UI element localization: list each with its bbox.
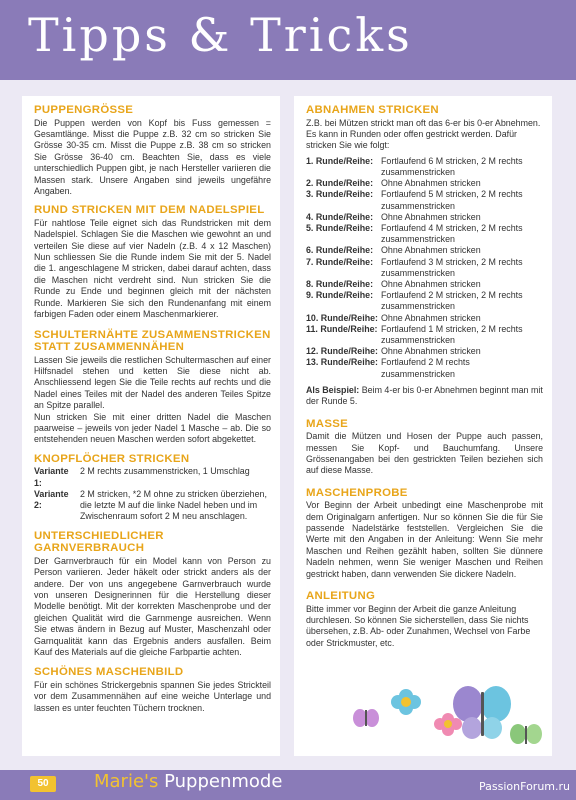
abnahmen-row-label: 13. Runde/Reihe: — [306, 357, 379, 368]
abnahmen-row-label: 10. Runde/Reihe: — [306, 312, 379, 323]
abnahmen-row-text: Fortlaufend 3 M stricken, 2 M rechts zusammenstricken — [381, 256, 523, 278]
section-heading-masse: MASSE — [306, 417, 349, 430]
section-heading-abnahmen: ABNAHMEN STRICKEN — [306, 104, 439, 116]
section-text-maschenprobe: Vor Beginn der Arbeit unbedingt eine Maschenprobe mit dem Originalgarn anfertigen. Nur so können Sie die für Sie passende Nadelstärke feststellen. Vergleichen Sie die Werte mit den Angaben in der Anleitung: Wenn Sie mehr Maschen und Reihen gezählt haben, sollten Sie dünnere Nadeln nehmen, wenn Sie weniger Maschen und Reihen gestrickt haben, dann verwenden Sie dickere Nadeln. — [306, 500, 543, 579]
brand-part-a: Marie's — [94, 771, 159, 792]
section-heading-maschenprobe: MASCHENPROBE — [306, 486, 408, 499]
section-heading-garnverbrauch: UNTERSCHIEDLICHER GARNVERBRAUCH — [34, 529, 164, 555]
butterfly-icon — [353, 709, 379, 727]
site-watermark: PassionForum.ru — [479, 780, 570, 793]
right-column — [294, 96, 552, 756]
abnahmen-row-text: Fortlaufend 2 M rechts zusammenstricken — [381, 357, 470, 379]
abnahmen-table — [306, 156, 543, 380]
brand-name — [94, 771, 282, 792]
abnahmen-row-text: Fortlaufend 1 M stricken, 2 M rechts zusammenstricken — [381, 323, 523, 345]
abnahmen-row-text: Ohne Abnahmen stricken — [381, 245, 481, 256]
abnahmen-row-text: Ohne Abnahmen stricken — [381, 346, 481, 357]
section-text-puppengroesse: Die Puppen werden von Kopf bis Fuss gemessen = Gesamtlänge. Misst die Puppe z.B. 32 cm so stricken Sie Grösse 30-35 cm. Misst die Puppe z.B. 38 cm so stricken Sie Grösse 36-40 cm. Beachten Sie, dass es viele unterschiedlich Puppen gibt, je nach Hersteller variieren die Massen stark. Unsere Angaben sind jeweils ungefähre Angaben. — [34, 117, 271, 196]
section-heading-knopfloecher: KNOPFLÖCHER STRICKEN — [34, 452, 190, 465]
section-heading-maschenbild: SCHÖNES MASCHENBILD — [34, 666, 184, 679]
abnahmen-row-label: 12. Runde/Reihe: — [306, 346, 379, 357]
variant-1-text: 2 M rechts zusammenstricken, 1 Umschlag — [80, 466, 250, 477]
abnahmen-row-label: 3. Runde/Reihe: — [306, 189, 374, 200]
abnahmen-row-text: Fortlaufend 5 M stricken, 2 M rechts zusammenstricken — [381, 189, 523, 211]
section-text-rund-stricken: Für nahtlose Teile eignet sich das Rundstricken mit dem Nadelspiel. Schlagen Sie die Maschen wie gewohnt an und verteilen Sie diese auf vier Nadeln (z.B. 4 x 12 Maschen) Nun schliessen Sie die Runde indem Sie mit der 5. Nadel die 1. angeschlagene M stricken, dabei darauf achten, dass die Maschen nicht verdreht sind. Nun stricken Sie die Runde zu Ende und beginnen gleich mit der nächsten Runde. Markieren Sie sich den Rundenanfang mit einem farbigen Faden oder einem Maschenmarkierer. — [34, 217, 271, 320]
abnahmen-note — [306, 385, 543, 408]
abnahmen-row-label: 1. Runde/Reihe: — [306, 155, 374, 166]
abnahmen-row-text: Fortlaufend 2 M stricken, 2 M rechts zusammenstricken — [381, 290, 523, 312]
knopfloecher-variants — [34, 466, 271, 522]
note-text: Beim 4-er bis 0-er Abnehmen beginnt man mit der Runde 5. — [306, 384, 543, 407]
section-text-garnverbrauch: Der Garnverbrauch für ein Model kann von Person zu Person variieren. Jeder häkelt oder strickt anders als der andere. Der von uns angegebene Garnverbrauch wurde von unseren Designerinnen für die Herstellung dieser Modelle benötigt. Mit der korrekten Maschenprobe und der gleichen Qualität wird die Garnmenge ausreichen. Wenn Sie etwas ändern in Bezug auf Muster, Maschenzahl oder Garnqualität kann das Ergebnis anders ausfallen. Beim Kauf des Materials auf die gleiche Farbpartie achten. — [34, 555, 271, 657]
section-text-schulternaehte-2: Nun stricken Sie mit einer dritten Nadel die Maschen paarweise – jeweils von jeder Nadel 1 Masche – ab. Die so entstehenden neuen Maschen werden sofort abgekettet. — [34, 411, 271, 445]
page-number: 50 — [30, 776, 56, 792]
section-text-anleitung: Bitte immer vor Beginn der Arbeit die ganze Anleitung durchlesen. So können Sie sicherstellen, dass Sie nichts übersehen, z.B. Ab- oder Zunahmen, Wechsel von Farbe oder Strickmuster, etc. — [306, 603, 531, 648]
abnahmen-row-label: 4. Runde/Reihe: — [306, 211, 374, 222]
section-heading-anleitung: ANLEITUNG — [306, 590, 376, 603]
abnahmen-row-text: Ohne Abnahmen stricken — [381, 312, 481, 323]
variant-2-text: 2 M stricken, *2 M ohne zu stricken überziehen, die letzte M auf die linke Nadel heben und im Zwischenraum sofort 2 M neu anschlagen. — [80, 488, 267, 522]
abnahmen-row-label: 9. Runde/Reihe: — [306, 290, 374, 301]
butterfly-icon — [453, 686, 511, 739]
brand-part-b: Puppenmode — [158, 771, 283, 792]
section-text-masse: Damit die Mützen und Hosen der Puppe auch passen, messen Sie Kopf- und Bauchumfang. Unsere Grössenangaben bei den gestrickten Teilen beziehen sich auf diese Masse. — [306, 431, 543, 476]
section-heading-puppengroesse: PUPPENGRÖSSE — [34, 104, 134, 116]
variant-2-label: Variante 2: — [34, 488, 69, 511]
abnahmen-row-label: 2. Runde/Reihe: — [306, 178, 374, 189]
section-text-abnahmen: Z.B. bei Mützen strickt man oft das 6-er bis 0-er Abnehmen. Es kann in Runden oder offen gestrickt werden. Dafür stricken Sie wie folgt: — [306, 117, 541, 151]
left-column — [22, 96, 280, 756]
page-header — [0, 0, 576, 80]
note-label: Als Beispiel: — [306, 384, 360, 395]
page-title: Tipps & Tricks — [28, 8, 413, 62]
abnahmen-row-label: 8. Runde/Reihe: — [306, 278, 374, 289]
abnahmen-row-text: Fortlaufend 4 M stricken, 2 M rechts zusammenstricken — [381, 222, 523, 245]
section-heading-rund-stricken: RUND STRICKEN MIT DEM NADELSPIEL — [34, 204, 265, 217]
flower-icon — [391, 689, 421, 715]
abnahmen-row-text: Ohne Abnahmen stricken — [381, 278, 481, 289]
section-text-schulternaehte-1: Lassen Sie jeweils die restlichen Schultermaschen auf einer Hilfsnadel stehen und ketten Sie diese nicht ab. Anschliessend legen Sie die Teile rechts auf rechts und die Nadel eines Teiles mit der Nadel des anderen Teiles Spitze an Spitze parallel. — [34, 354, 271, 411]
decoration — [350, 680, 570, 760]
variant-1-label: Variante 1: — [34, 466, 69, 488]
abnahmen-row-label: 5. Runde/Reihe: — [306, 222, 374, 233]
abnahmen-row-label: 7. Runde/Reihe: — [306, 256, 374, 267]
abnahmen-row-text: Ohne Abnahmen stricken — [381, 178, 481, 189]
section-heading-schulternaehte: SCHULTERNÄHTE ZUSAMMENSTRICKEN STATT ZUSAMMENNÄHEN — [34, 328, 271, 353]
abnahmen-row-label: 6. Runde/Reihe: — [306, 245, 374, 256]
abnahmen-row-text: Fortlaufend 6 M stricken, 2 M rechts zusammenstricken — [381, 155, 523, 177]
butterfly-icon — [510, 724, 542, 744]
section-text-maschenbild: Für ein schönes Strickergebnis spannen Sie jedes Strickteil vor dem Zusammennähen auf eine weiche Unterlage und lassen es unter feuchten Tüchern trocknen. — [34, 679, 271, 713]
abnahmen-row-label: 11. Runde/Reihe: — [306, 323, 378, 334]
abnahmen-row-text: Ohne Abnahmen stricken — [381, 211, 481, 222]
